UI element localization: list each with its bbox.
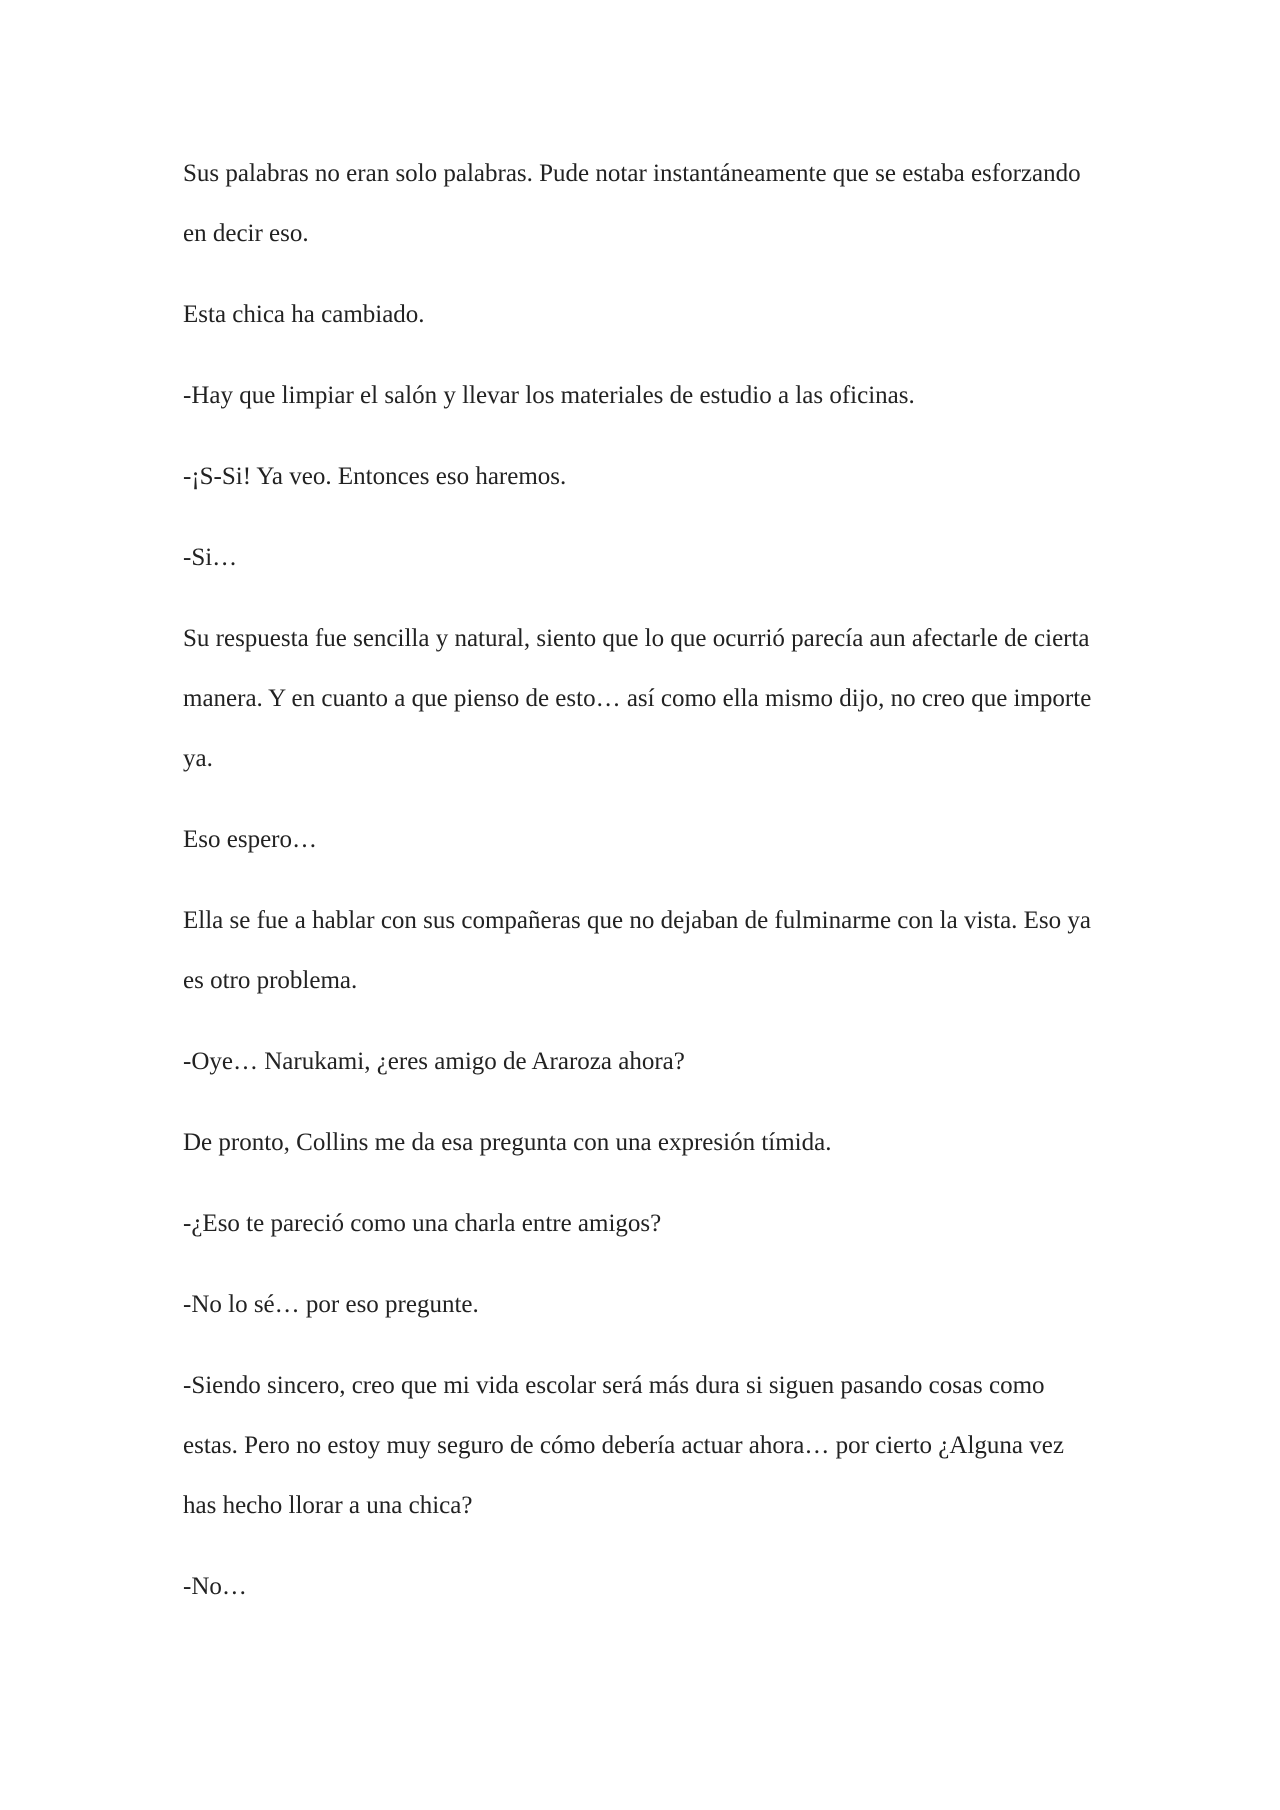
paragraph: -No…: [183, 1573, 247, 1600]
paragraph: Esta chica ha cambiado.: [183, 301, 425, 328]
paragraph: -Siendo sincero, creo que mi vida escolar será más dura si siguen pasando cosas como estas. Pero no estoy muy seguro de cómo debería actuar ahora… por cierto ¿Alguna vez has hecho llorar a una chica?: [183, 1372, 1064, 1519]
paragraph: -Hay que limpiar el salón y llevar los materiales de estudio a las oficinas.: [183, 382, 915, 409]
paragraph: Ella se fue a hablar con sus compañeras que no dejaban de fulminarme con la vista. Eso ya es otro problema.: [183, 907, 1092, 994]
paragraph: Eso espero…: [183, 826, 317, 853]
paragraph: -Oye… Narukami, ¿eres amigo de Araroza ahora?: [183, 1048, 685, 1075]
document-body: [183, 144, 1103, 1638]
paragraph: -Si…: [183, 544, 238, 571]
paragraph: De pronto, Collins me da esa pregunta con una expresión tímida.: [183, 1129, 832, 1156]
paragraph: -No lo sé… por eso pregunte.: [183, 1291, 479, 1318]
paragraph: -¿Eso te pareció como una charla entre amigos?: [183, 1210, 662, 1237]
paragraph: Sus palabras no eran solo palabras. Pude notar instantáneamente que se estaba esforzando en decir eso.: [183, 160, 1081, 247]
paragraph: Su respuesta fue sencilla y natural, siento que lo que ocurrió parecía aun afectarle de cierta manera. Y en cuanto a que pienso de esto… así como ella mismo dijo, no creo que importe ya.: [183, 625, 1092, 772]
paragraph: -¡S-Si! Ya veo. Entonces eso haremos.: [183, 463, 567, 490]
